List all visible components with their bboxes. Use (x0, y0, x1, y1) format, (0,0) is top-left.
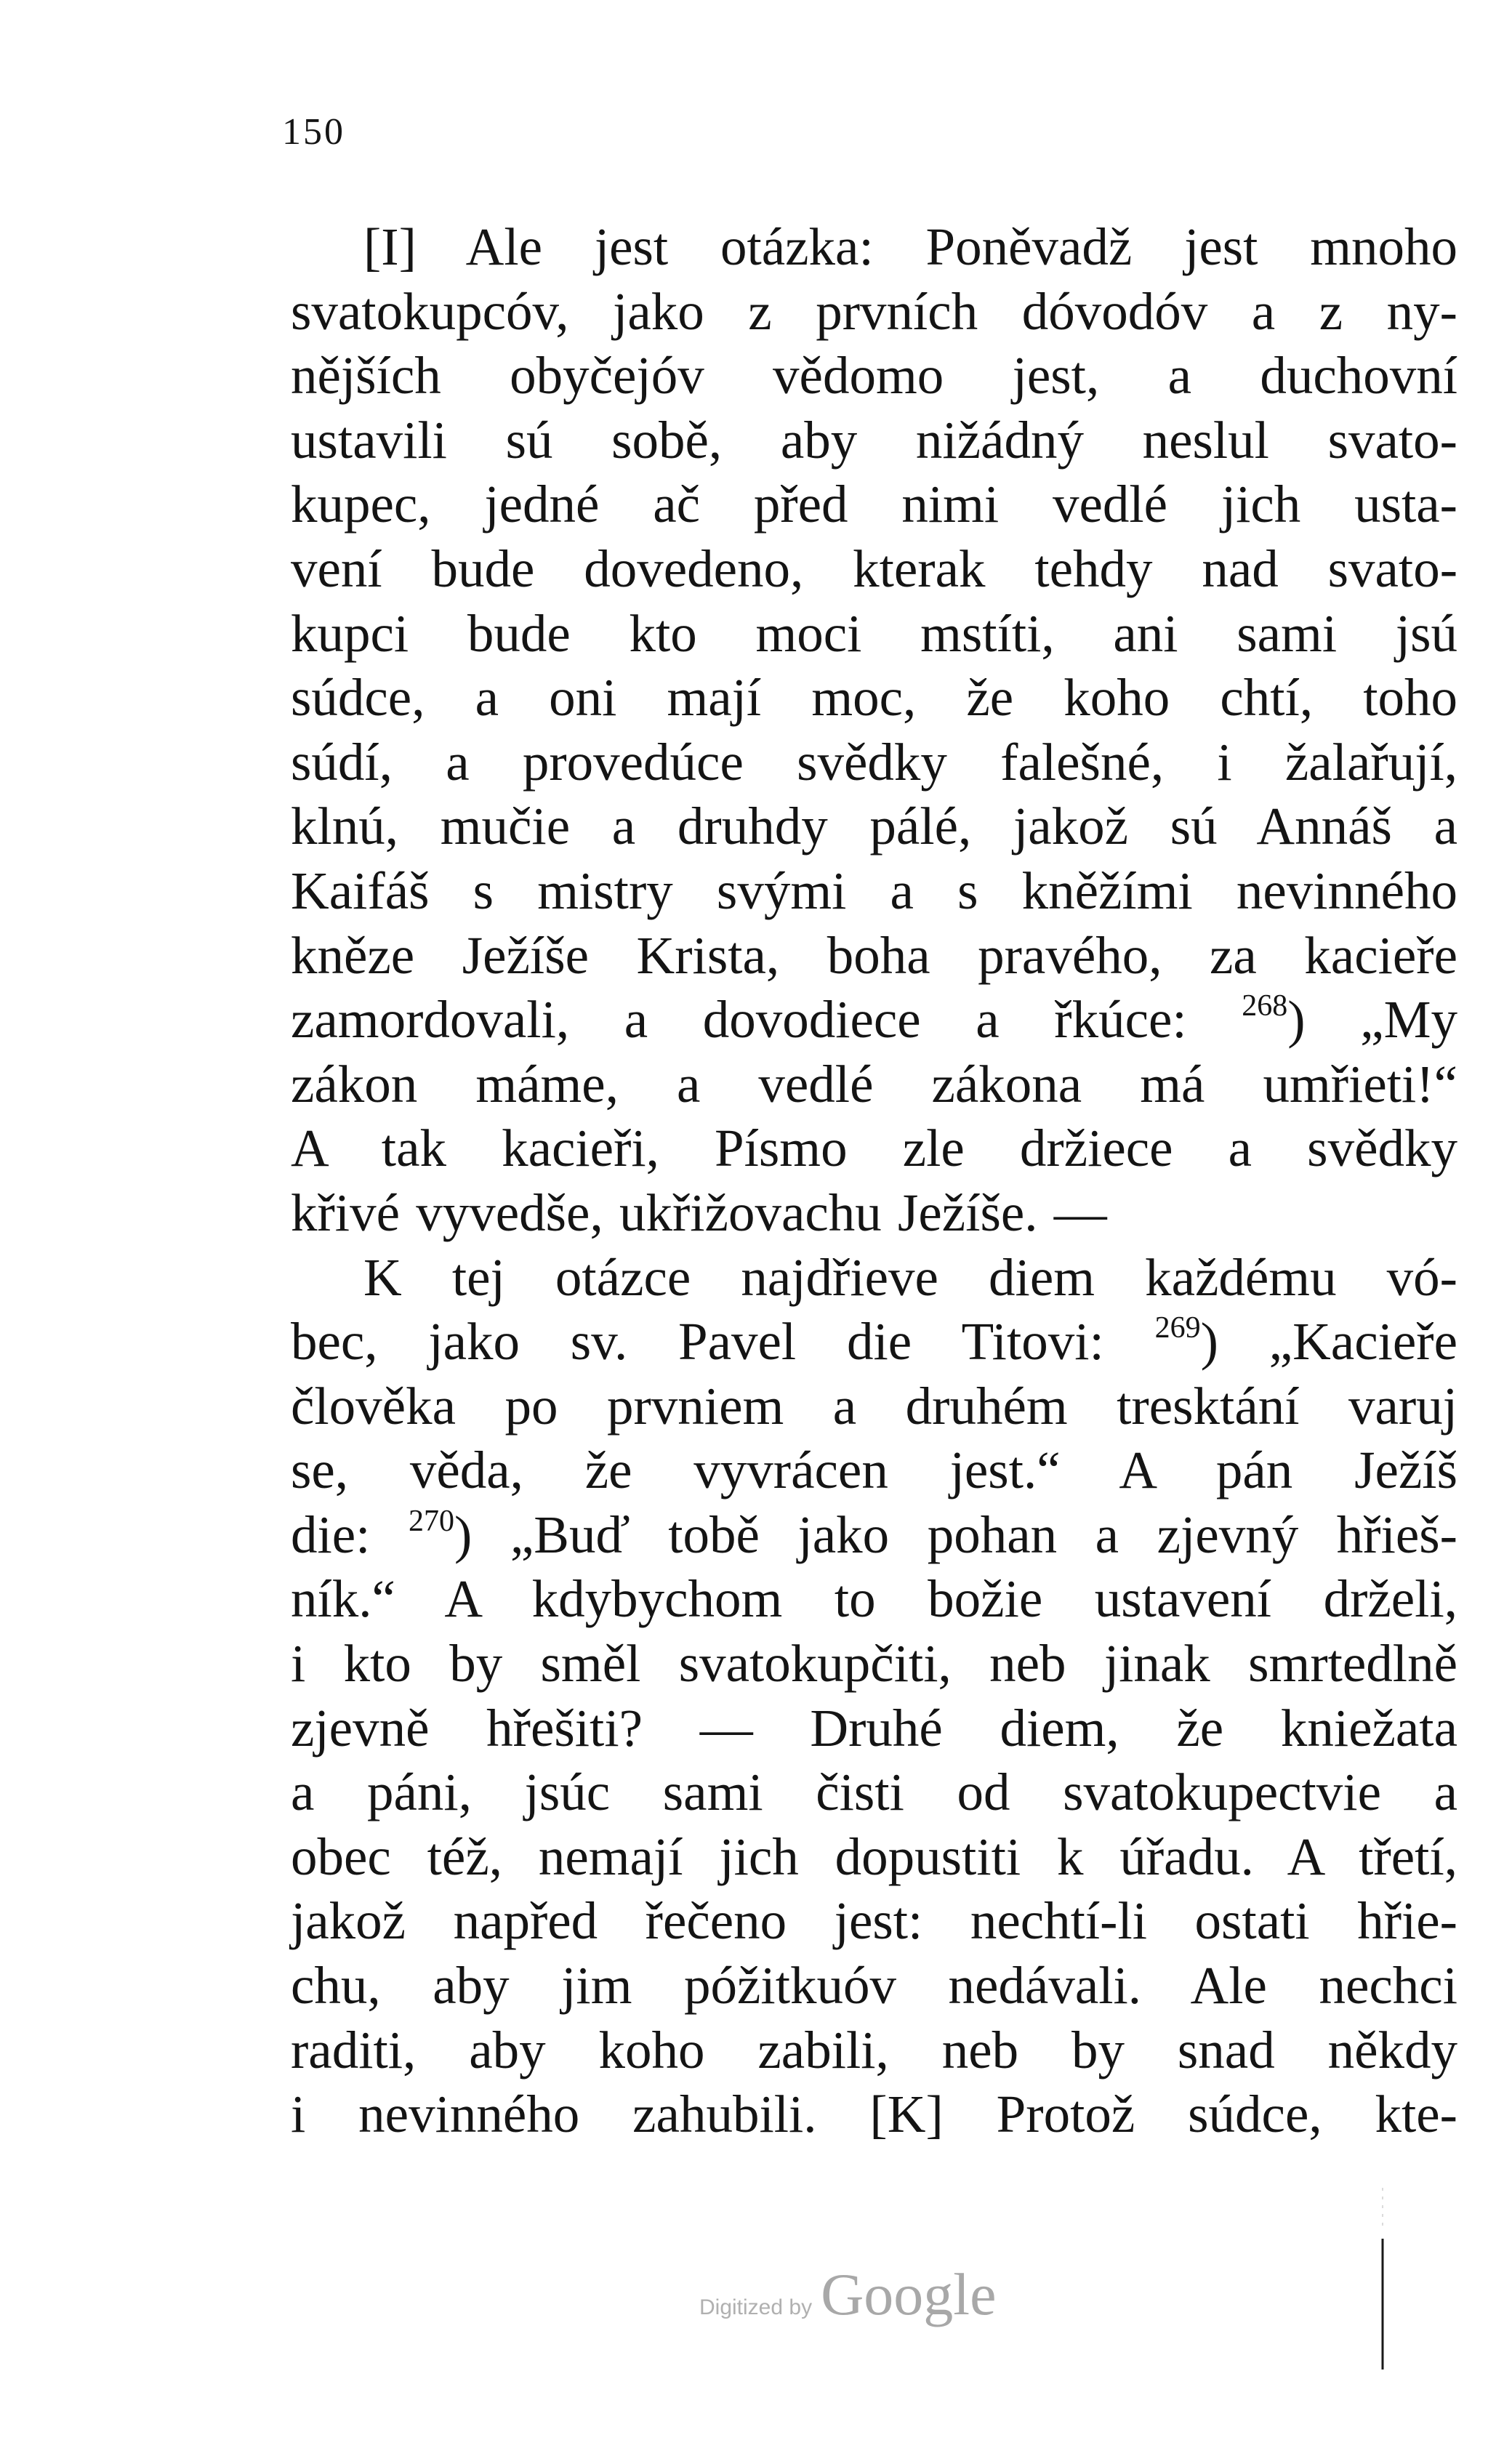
text-segment: ) „Buď tobě jako pohan a zjevný hřieš- (454, 1505, 1457, 1564)
text-line: ustavili sú sobě, aby nižádný neslul svato- (291, 410, 1457, 470)
text-segment: die: (291, 1505, 409, 1564)
text-line: svatokupcóv, jako z prvních dóvodóv a z ny- (291, 281, 1457, 341)
text-line: i kto by směl svatokupčiti, neb jinak smrtedlně (291, 1634, 1457, 1694)
page-number: 150 (282, 111, 345, 153)
text-line: nějších obyčejóv vědomo jest, a duchovní (291, 346, 1457, 406)
watermark-prefix: Digitized by (699, 2295, 813, 2319)
text-line: K tej otázce najdřieve diem každému vó- (363, 1247, 1457, 1307)
text-line: súdce, a oni mají moc, že koho chtí, toho (291, 668, 1457, 728)
text-line: chu, aby jim póžitkuóv nedávali. Ale nechci (291, 1956, 1457, 2016)
text-line: se, věda, že vyvrácen jest.“ A pán Ježíš (291, 1441, 1457, 1500)
footnote-reference: 270 (409, 1504, 455, 1538)
text-line: A tak kacieři, Písmo zle držiece a svědky (291, 1119, 1457, 1178)
text-line: obec též, nemají jich dopustiti k úřadu. A třetí, (291, 1827, 1457, 1886)
text-line: a páni, jsúc sami čisti od svatokupectvie a (291, 1763, 1457, 1822)
text-segment: ) „My (1287, 990, 1457, 1050)
footnote-reference: 268 (1242, 989, 1288, 1023)
text-line: súdí, a provedúce svědky falešné, i žalařují, (291, 732, 1457, 792)
google-logo: Google (821, 2261, 997, 2327)
text-line: kupec, jedné ač před nimi vedlé jich usta- (291, 475, 1457, 534)
text-line: kupci bude kto moci mstíti, ani sami jsú (291, 603, 1457, 663)
text-line: zjevně hřešiti? — Druhé diem, že kniežata (291, 1698, 1457, 1758)
text-segment: zamordovali, a dovodiece a řkúce: (291, 990, 1242, 1050)
text-line: křivé vyvedše, ukřižovachu Ježíše. — (291, 1183, 1107, 1242)
text-line: Kaifáš s mistry svými a s kněžími nevinného (291, 861, 1457, 920)
text-line: jakož napřed řečeno jest: nechtí-li ostati hřie- (291, 1891, 1457, 1951)
text-line (291, 1310, 1457, 1374)
scan-edge-mark (1381, 2188, 1384, 2370)
text-line: klnú, mučie a druhdy pálé, jakož sú Annáš a (291, 797, 1457, 856)
text-segment: bec, jako sv. Pavel die Titovi: (291, 1312, 1155, 1372)
text-line (291, 988, 1457, 1052)
text-line: raditi, aby koho zabili, neb by snad někdy (291, 2020, 1457, 2079)
text-line: ník.“ A kdybychom to božie ustavení drželi, (291, 1569, 1457, 1629)
text-line: člověka po prvniem a druhém tresktání varuj (291, 1376, 1457, 1436)
text-line: kněze Ježíše Krista, boha pravého, za kacieře (291, 925, 1457, 985)
footnote-reference: 269 (1154, 1311, 1201, 1345)
text-line (291, 1503, 1457, 1568)
body-text (291, 215, 1457, 2147)
text-segment: ) „Kacieře (1200, 1312, 1457, 1372)
text-line: zákon máme, a vedlé zákona má umřieti!“ (291, 1054, 1457, 1114)
text-line: i nevinného zahubili. [K] Protož súdce, kte- (291, 2085, 1457, 2144)
text-line: vení bude dovedeno, kterak tehdy nad svato- (291, 539, 1457, 598)
digitization-watermark (699, 2260, 996, 2329)
text-line: [I] Ale jest otázka: Poněvadž jest mnoho (363, 217, 1457, 276)
